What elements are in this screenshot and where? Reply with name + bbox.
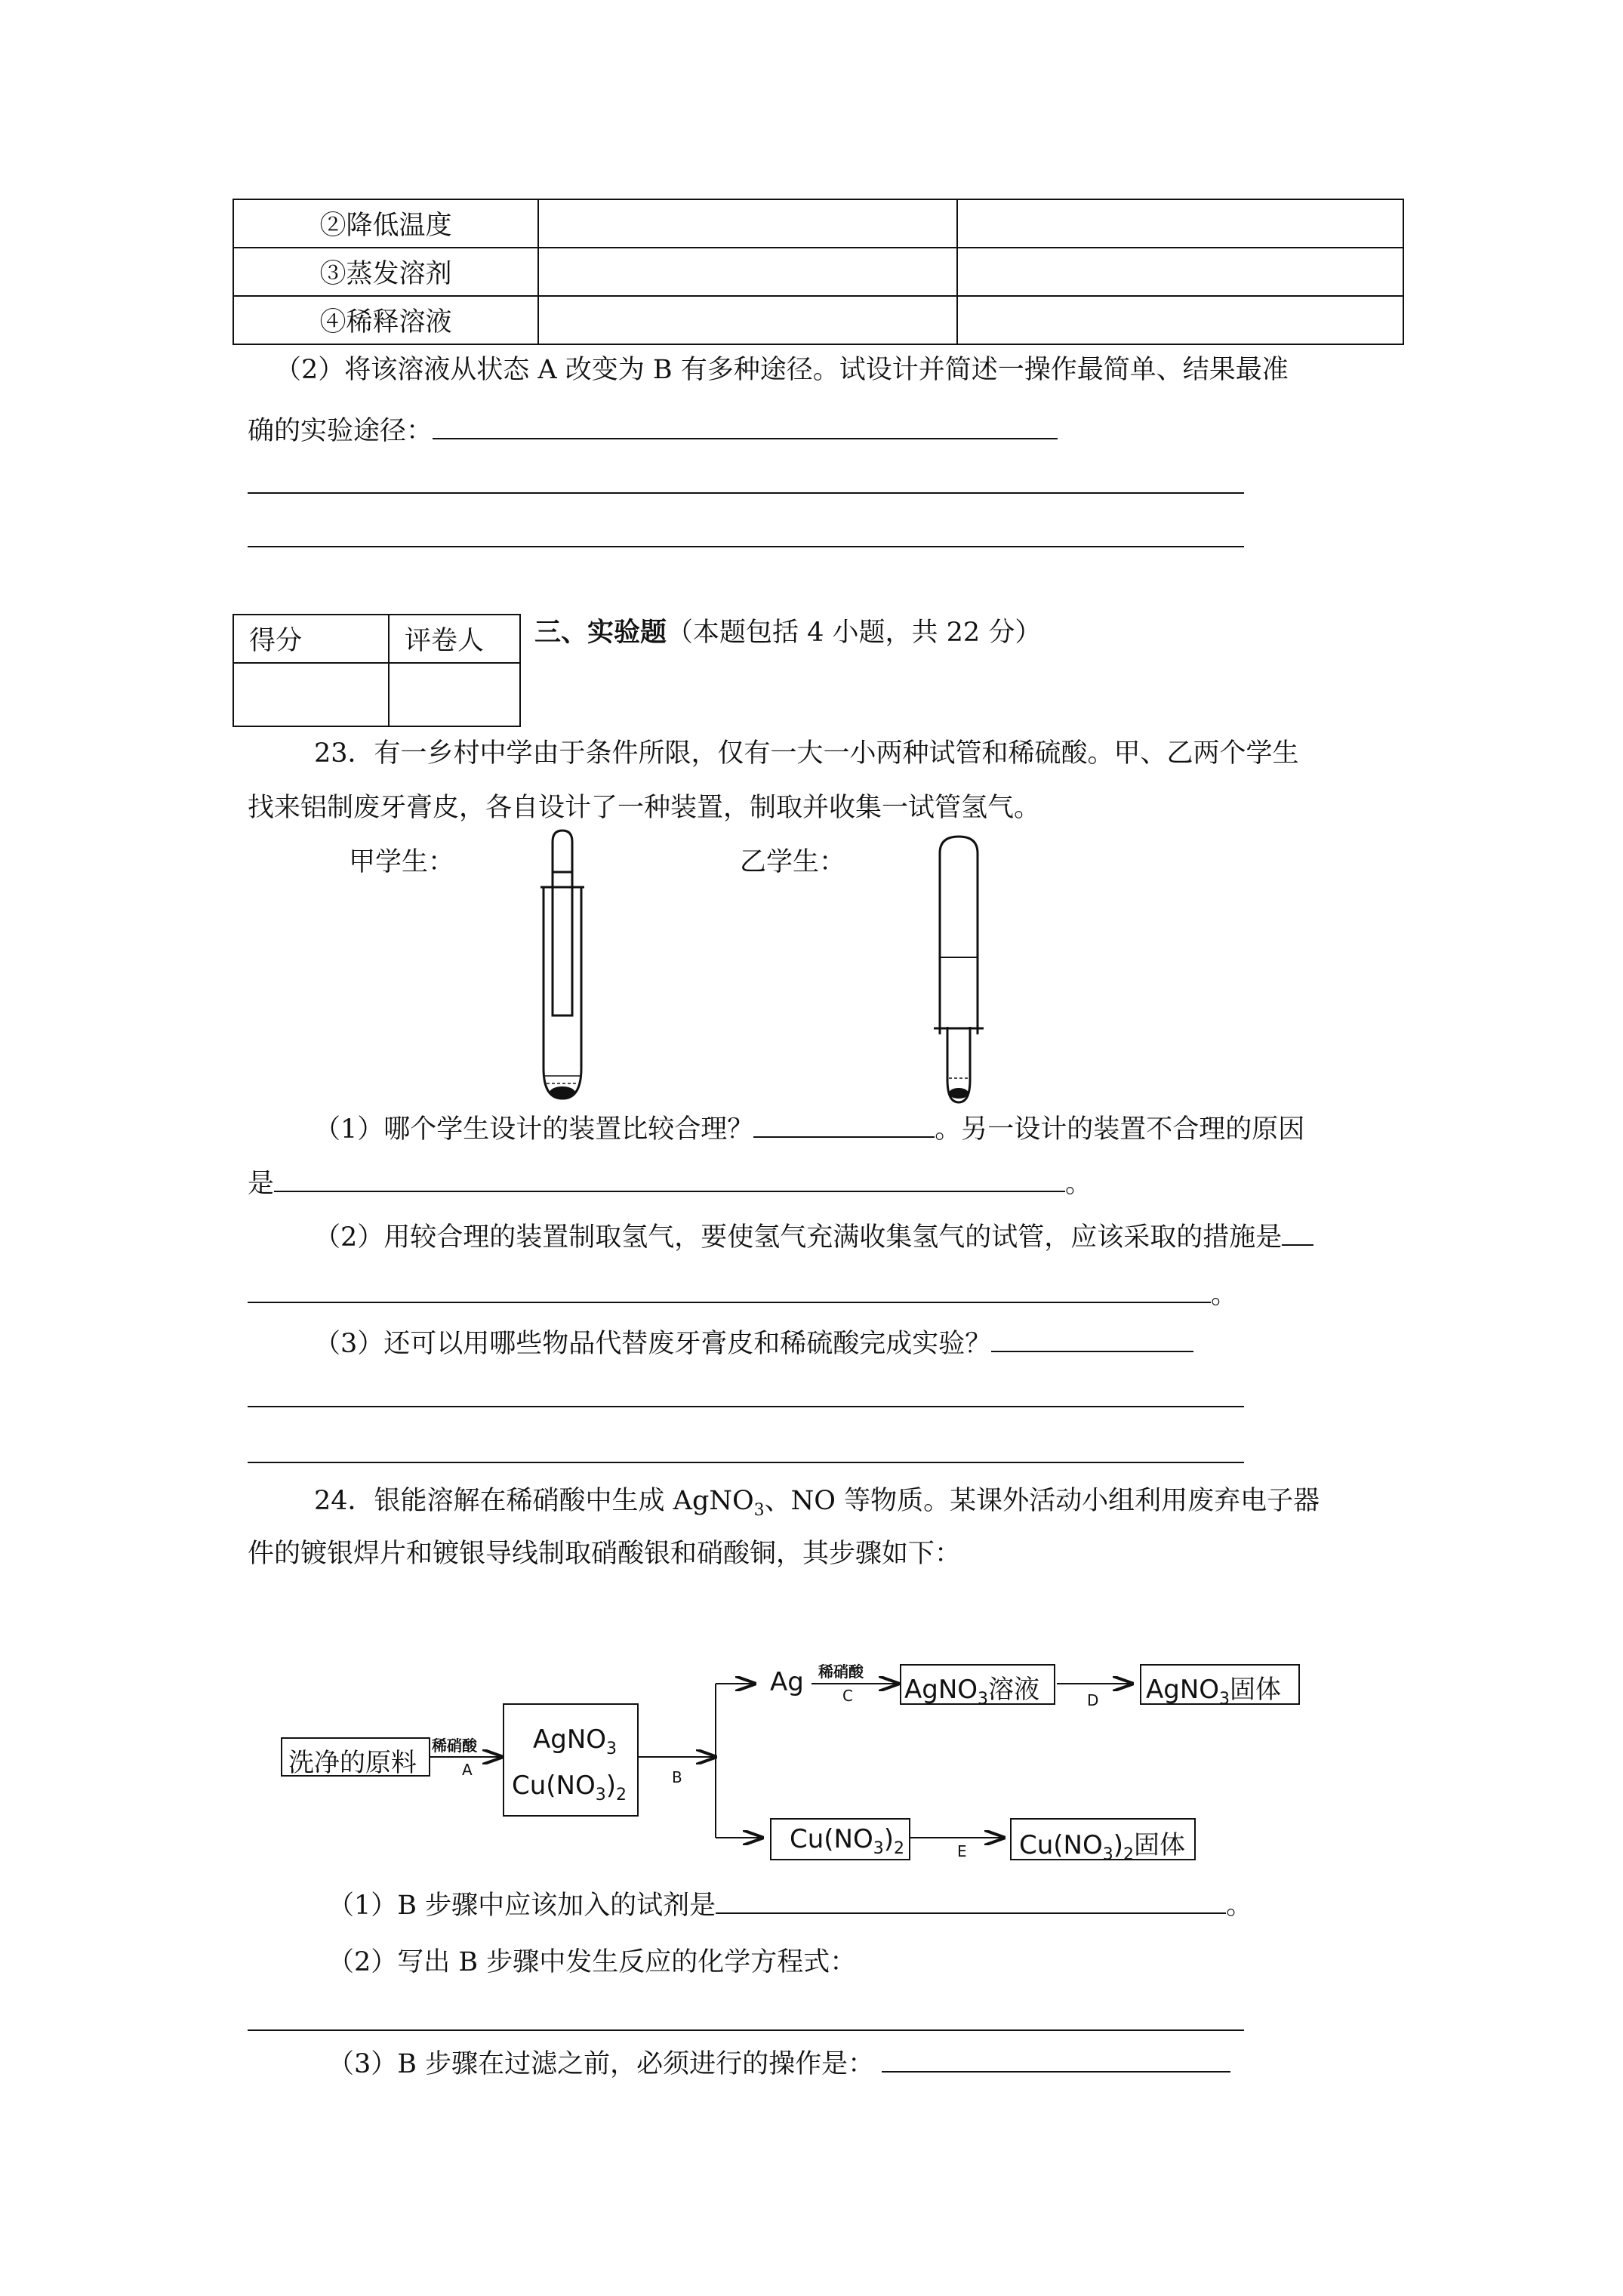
q23-part1-text-a: （1）哪个学生设计的装置比较合理？ [314, 1114, 754, 1145]
q23-line1: 23．有一乡村中学由于条件所限，仅有一大一小两种试管和稀硫酸。甲、乙两个学生 [314, 738, 1299, 769]
score-label: 得分 [233, 615, 389, 663]
answer-line [248, 1462, 1244, 1463]
answer-blank [274, 1168, 1065, 1192]
answer-blank [248, 1279, 1211, 1303]
answer-line [248, 546, 1244, 547]
step-d-label: D [1087, 1691, 1099, 1709]
q23-line2: 找来铝制废牙膏皮，各自设计了一种装置，制取并收集一试管氢气。 [248, 793, 1041, 823]
table-cell [957, 296, 1403, 344]
agno3-solution-box: AgNO$_3$溶液 [900, 1664, 1055, 1705]
reagent-label-a: 稀硝酸 [432, 1737, 477, 1755]
q24-line1 [314, 1484, 1320, 1527]
table-cell [538, 199, 957, 248]
property-change-table [233, 199, 1404, 345]
grader-label: 评卷人 [389, 615, 520, 663]
answer-blank [433, 415, 1058, 439]
q24-part3 [328, 2048, 1230, 2081]
q23-part1-text-b: 。另一设计的装置不合理的原因 [935, 1114, 1305, 1145]
q23-part1-line1 [314, 1113, 1304, 1146]
answer-line [248, 492, 1244, 494]
table-row-label: ④稀释溶液 [233, 296, 538, 344]
cuno3-box: $Cu(NO_3)_2$ [770, 1818, 910, 1860]
q23-part3-line1 [314, 1327, 1193, 1361]
student-a-label: 甲学生： [349, 847, 455, 877]
step-b-label: B [672, 1768, 682, 1786]
q23-part3-text: （3）还可以用哪些物品代替废牙膏皮和稀硫酸完成实验？ [314, 1329, 992, 1359]
answer-blank [991, 1328, 1193, 1352]
grader-cell [389, 663, 520, 726]
q24-part1-text: （1）B 步骤中应该加入的试剂是 [328, 1891, 716, 1921]
step-a-label: A [462, 1761, 473, 1779]
answer-blank [1282, 1222, 1313, 1246]
q24-part2: （2）写出 B 步骤中发生反应的化学方程式： [328, 1947, 857, 1977]
ag-label: Ag [770, 1667, 804, 1697]
answer-blank [716, 1890, 1226, 1914]
raw-material-label: 洗净的原料 [288, 1748, 417, 1778]
q22-part2-line1: （2）将该溶液从状态 A 改变为 B 有多种途径。试设计并简述一操作最简单、结果最准 [275, 355, 1289, 385]
q22-part2-line2 [248, 415, 1058, 448]
table-cell [957, 199, 1403, 248]
raw-material-box [281, 1737, 430, 1777]
cuno3-solid-box: $Cu(NO_3)_2$固体 [1010, 1818, 1196, 1860]
reagent-label-c: 稀硝酸 [818, 1663, 864, 1681]
table-row-label: ②降低温度 [233, 199, 538, 248]
agno3-solid-box: AgNO$_3$固体 [1140, 1664, 1300, 1705]
table-row-label: ③蒸发溶剂 [233, 248, 538, 296]
step-e-label: E [957, 1842, 967, 1860]
q24-line1-sub: 3 [753, 1501, 765, 1520]
apparatus-b-illustration [917, 831, 1000, 1117]
section3-heading-rest: （本题包括 4 小题，共 22 分） [667, 618, 1042, 648]
q24-part1 [328, 1889, 1252, 1922]
q23-part1-line2 [248, 1167, 1092, 1200]
section3-heading-bold: 三、实验题 [534, 617, 667, 648]
mixture-box [503, 1703, 639, 1817]
q24-line1-a: 24．银能溶解在稀硝酸中生成 AgNO [314, 1486, 754, 1516]
q24-part3-text: （3）B 步骤在过滤之前，必须进行的操作是： [328, 2049, 875, 2079]
q24-line1-b: 、NO 等物质。某课外活动小组利用废弃电子器 [764, 1486, 1320, 1516]
section3-heading [534, 616, 1041, 649]
answer-line [248, 2029, 1244, 2031]
student-b-label: 乙学生： [740, 847, 846, 877]
apparatus-a-illustration [521, 827, 604, 1114]
q23-part1-text-d: 。 [1065, 1169, 1092, 1199]
q24-part1-end: 。 [1226, 1891, 1253, 1921]
q23-part2-end: 。 [1211, 1280, 1238, 1310]
answer-blank [753, 1114, 935, 1138]
table-cell [538, 248, 957, 296]
q23-part1-text-c: 是 [248, 1169, 275, 1199]
mixture-line1: AgNO$_3$ [533, 1724, 617, 1758]
q23-part2-line1 [314, 1221, 1313, 1254]
table-cell [957, 248, 1403, 296]
answer-line [248, 1406, 1244, 1407]
table-cell [538, 296, 957, 344]
q22-part2-line2-text: 确的实验途径： [248, 416, 433, 446]
q23-part2-text: （2）用较合理的装置制取氢气，要使氢气充满收集氢气的试管，应该采取的措施是 [314, 1222, 1283, 1253]
score-cell [233, 663, 389, 726]
step-c-label: C [842, 1687, 853, 1705]
mixture-line2: $Cu(NO_3)_2$ [512, 1770, 627, 1804]
q24-line2: 件的镀银焊片和镀银导线制取硝酸银和硝酸铜，其步骤如下： [248, 1539, 962, 1569]
q23-part2-line2 [248, 1278, 1237, 1311]
answer-blank [882, 2048, 1230, 2073]
score-box [233, 614, 521, 727]
